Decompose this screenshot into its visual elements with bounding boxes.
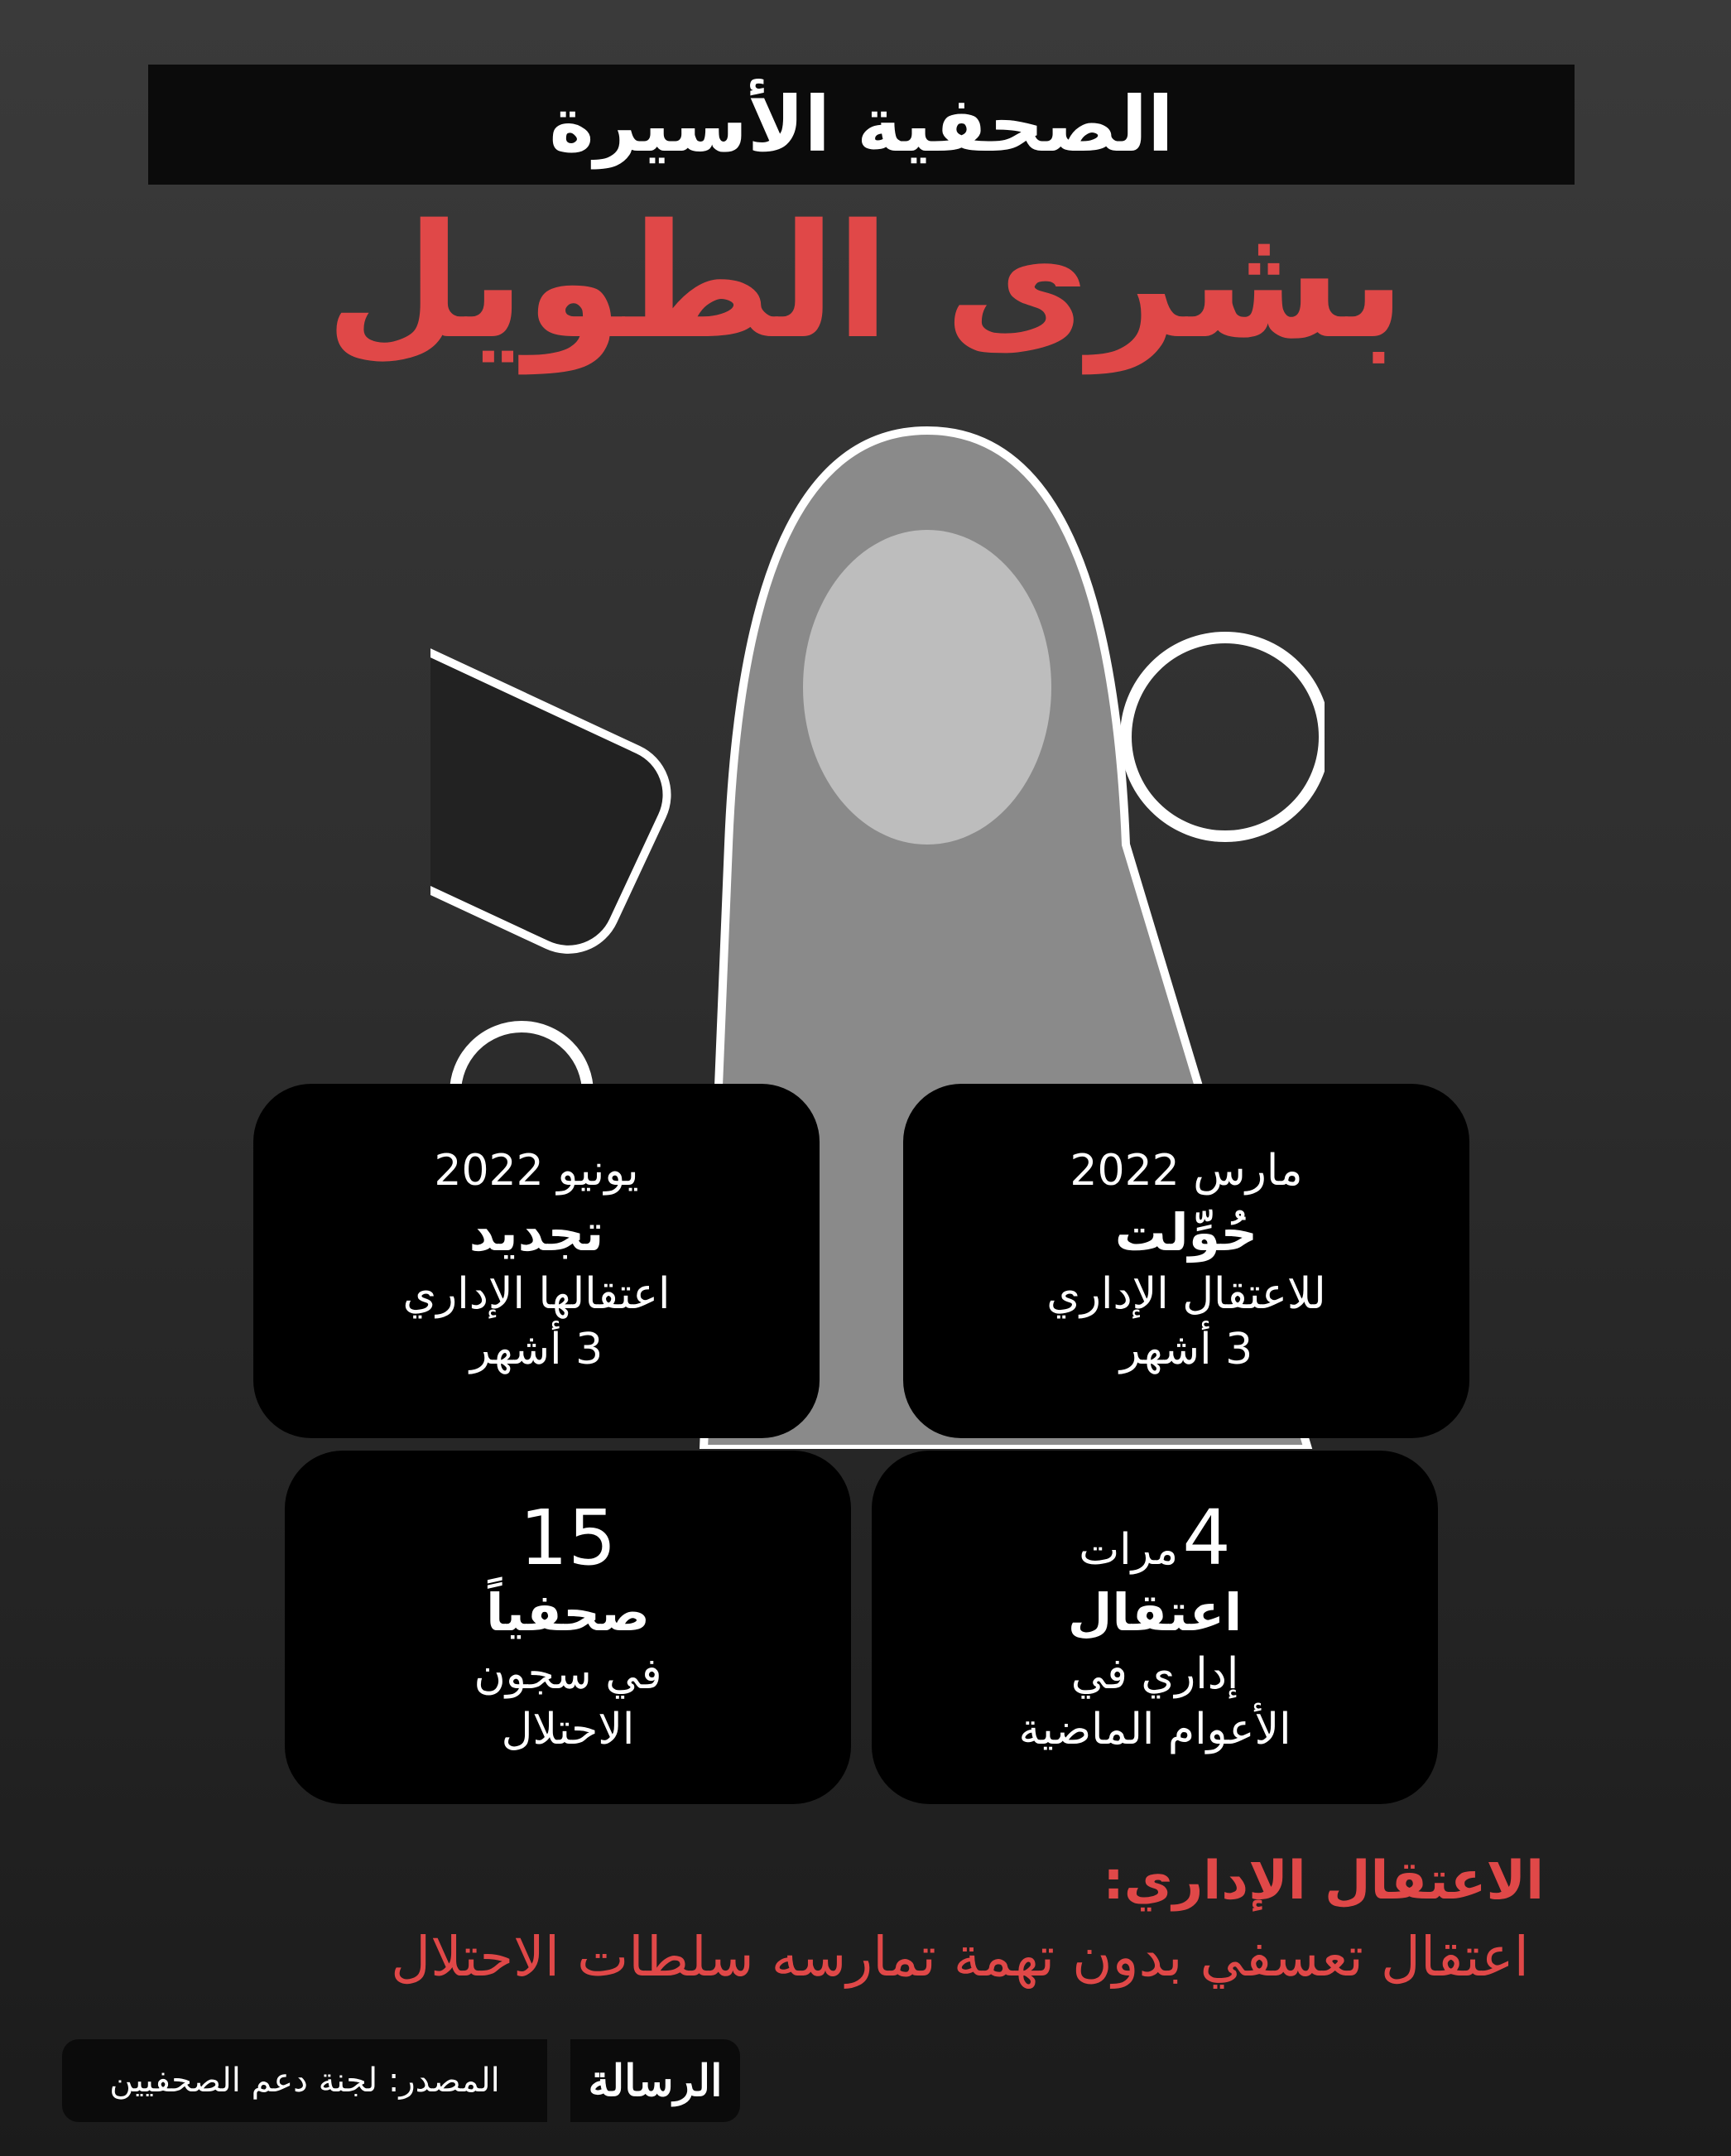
card-line: للاعتقال الإداري xyxy=(1046,1268,1326,1319)
logo xyxy=(570,2039,740,2122)
subtitle: الصحفية الأسيرة xyxy=(549,80,1174,169)
subtitle-banner xyxy=(148,65,1575,185)
card-line: 3 أشهر xyxy=(469,1325,603,1375)
card-date: مارس 2022 xyxy=(1070,1146,1303,1196)
handcuff-icon xyxy=(1126,638,1325,836)
card-line: الاحتلال xyxy=(501,1705,635,1755)
definition-text: اعتقال تعسفي بدون تهمة تمارسه سلطات الاحتلال xyxy=(391,1925,1529,1989)
card-line: الأعوام الماضية xyxy=(1018,1705,1291,1755)
card-date: يونيو 2022 xyxy=(434,1146,639,1196)
definition-heading: الاعتقال الإداري: xyxy=(1103,1850,1544,1912)
card-title: اعتقال xyxy=(1067,1582,1243,1643)
card-unit: مرات xyxy=(1079,1525,1179,1576)
card-line: اعتقالها الإداري xyxy=(402,1268,671,1319)
card-line: في سجون xyxy=(474,1648,662,1699)
card-detentions xyxy=(872,1451,1438,1804)
card-number: 4 xyxy=(1182,1494,1231,1583)
card-title: حُوِّلت xyxy=(1114,1201,1258,1263)
logo-text: الرسالة xyxy=(588,2055,723,2106)
source-label xyxy=(62,2039,547,2122)
card-number: 15 xyxy=(519,1494,617,1583)
card-line: إداري في xyxy=(1070,1648,1239,1699)
card-transferred xyxy=(903,1084,1469,1438)
card-line: 3 أشهر xyxy=(1119,1325,1253,1375)
card-title: تجديد xyxy=(469,1201,604,1263)
card-journalists xyxy=(285,1451,851,1804)
source-text: المصدر: لجنة دعم الصحفيين xyxy=(109,2062,500,2100)
journalist-name: بشرى الطويل xyxy=(325,190,1406,373)
card-renewal xyxy=(253,1084,820,1438)
card-title: صحفياً xyxy=(486,1582,650,1643)
